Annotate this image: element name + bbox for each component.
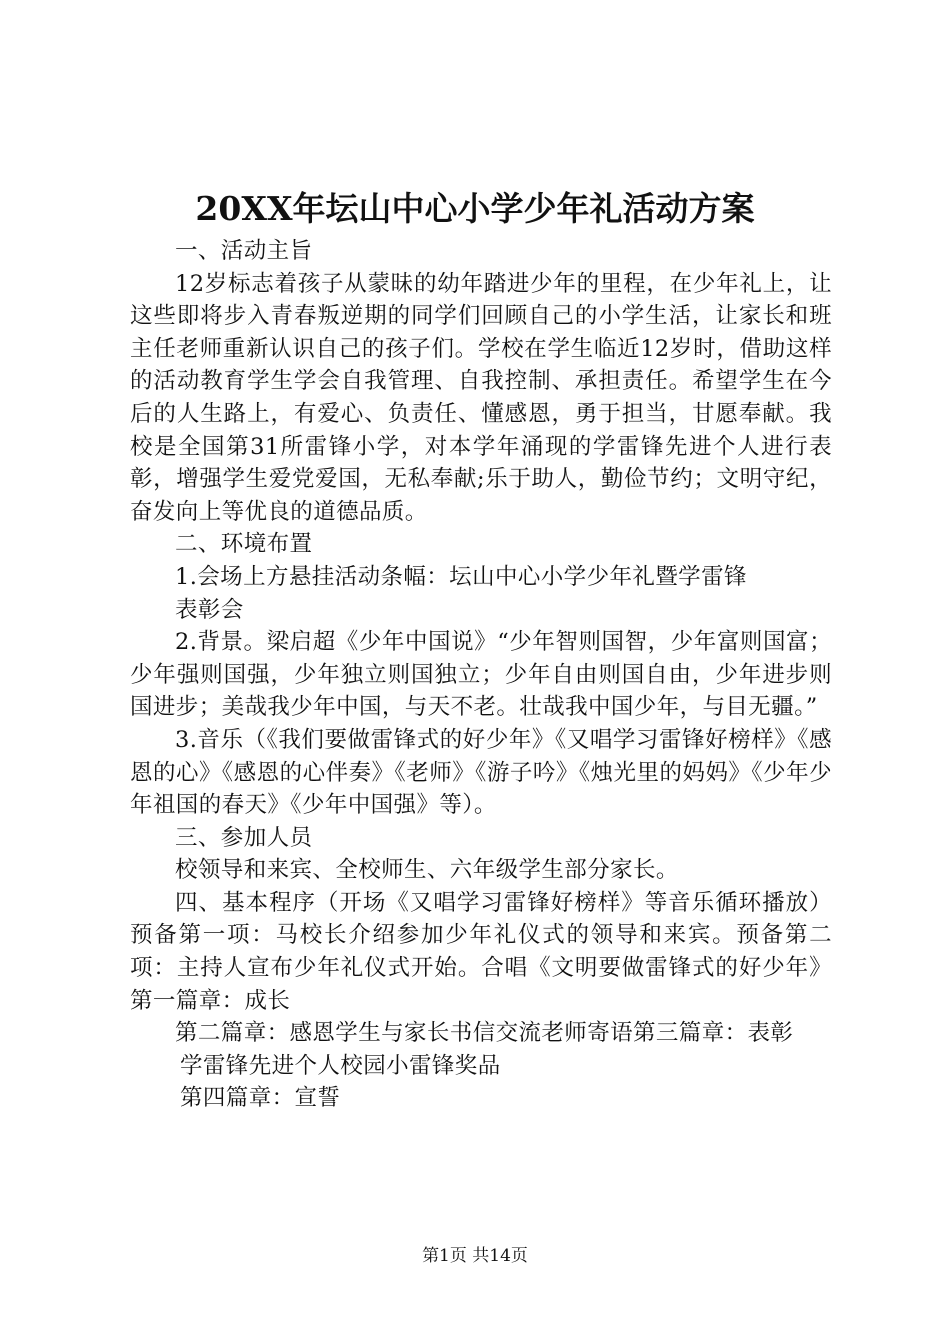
section-heading-environment: 二、环境布置 [175,531,313,558]
section-heading-participants: 三、参加人员 [175,824,313,851]
document-body [130,235,832,1115]
document-title: 20XX年坛山中心小学少年礼活动方案 [195,189,755,228]
paragraph-participants: 校领导和来宾、全校师生、六年级学生部分家长。 [175,857,679,884]
paragraph-chapter-two-three: 第二篇章：感恩学生与家长书信交流老师寄语第三篇章：表彰 [175,1020,794,1047]
paragraph-chapter-four: 第四篇章：宣誓 [180,1085,341,1112]
list-item-music: 3.音乐（《我们要做雷锋式的好少年》《又唱学习雷锋好榜样》《感恩的心》《感恩的心伴奏》《老师》《游子吟》《烛光里的妈妈》《少年少年祖国的春天》《少年中国强》等）。 [130,726,832,819]
section-heading-purpose: 一、活动主旨 [175,238,313,264]
list-item-banner: 1.会场上方悬挂活动条幅：坛山中心小学少年礼暨学雷锋 [175,563,747,590]
paragraph-purpose: 12岁标志着孩子从蒙昧的幼年踏进少年的里程，在少年礼上，让这些即将步入青春叛逆期的同学们回顾自己的小学生活，让家长和班主任老师重新认识自己的孩子们。学校在学生临近12岁时，借助这样的活动教育学生学会自我管理、自我控制、承担责任。希望学生在今后的人生路上，有爱心、负责任、懂感恩，勇于担当，甘愿奉献。我校是全国第31所雷锋小学，对本学年涌现的学雷锋先进个人进行表彰，增强学生爱党爱国，无私奉献;乐于助人，勤俭节约；文明守纪，奋发向上等优良的道德品质。 [130,270,832,525]
list-item-background: 2.背景。梁启超《少年中国说》“少年智则国智，少年富则国富；少年强则国强，少年独立则国独立；少年自由则国自由，少年进步则国进步；美哉我少年中国，与天不老。壮哉我中国少年，与目无疆。” [130,629,832,721]
list-item-banner-continued: 表彰会 [175,596,244,623]
paragraph-procedure: 四、基本程序（开场《又唱学习雷锋好榜样》等音乐循环播放）预备第一项：马校长介绍参加少年礼仪式的领导和来宾。预备第二项：主持人宣布少年礼仪式开始。合唱《文明要做雷锋式的好少年》第一篇章：成长 [130,889,832,1014]
page-number-footer: 第1页 共14页 [422,1246,528,1266]
paragraph-awards: 学雷锋先进个人校园小雷锋奖品 [180,1052,501,1079]
